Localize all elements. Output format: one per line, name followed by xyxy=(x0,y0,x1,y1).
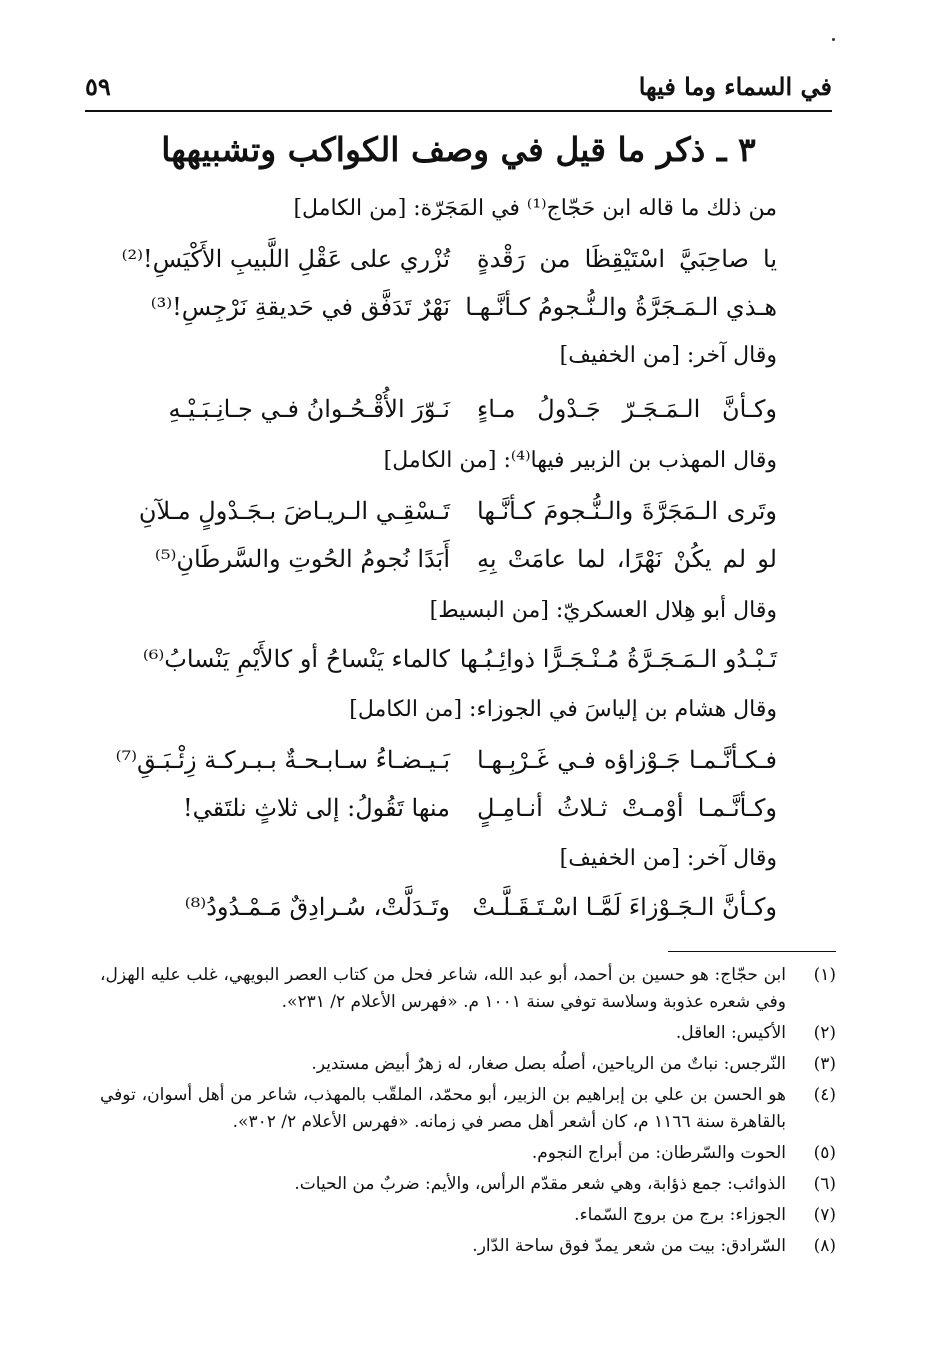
verse-first-hemistich: وكـأنَّ الـمَـجَـرّ جَـدْولُ مـاءٍ xyxy=(477,395,777,423)
page-number: ٥٩ xyxy=(85,72,111,101)
footnote-number: (١) xyxy=(813,965,836,985)
prose-line: من ذلك ما قاله ابن حَجّاج⁽¹⁾ في المَجَرّة: [من الكامل] xyxy=(293,196,777,221)
verse-second-hemistich: أَبَدًا نُجومُ الحُوتِ والسَّرطَانِ⁽⁵⁾ xyxy=(154,545,450,573)
footnote-separator xyxy=(668,951,836,952)
running-title: في السماء وما فيها xyxy=(638,72,832,101)
footnote-number: (٦) xyxy=(813,1174,836,1194)
page-header xyxy=(85,68,832,112)
verse-first-hemistich: وكـأنَّـمـا أوْمـتْ ثـلاثُ أنـامِـلٍ xyxy=(477,794,777,822)
verse-second-hemistich: تُزْري على عَقْلِ اللَّبيبِ الأَكْيَسِ!⁽²⁾ xyxy=(121,245,450,273)
footnote-text: الذوائب: جمع ذؤابة، وهي شعر مقدّم الرأس، والأيم: ضربٌ من الحيات. xyxy=(294,1174,786,1194)
footnote xyxy=(100,1140,836,1167)
verse-first-hemistich: يا صاحِبَيَّ اسْتَيْقِظَا من رَقْدةٍ xyxy=(477,245,777,273)
footnote-number: (٣) xyxy=(813,1054,836,1074)
prose-line: وقال آخر: [من الخفيف] xyxy=(559,343,777,368)
verse-second-hemistich: وتَـدَلَّتْ، سُـرادِقٌ مَـمْـدُودُ⁽⁸⁾ xyxy=(184,893,450,921)
verse-second-hemistich: تَـسْقِـي الـريـاضَ بـجَـدْولٍ مـلآنِ xyxy=(138,497,450,525)
footnote xyxy=(100,1233,836,1260)
footnote-number: (٨) xyxy=(813,1236,836,1256)
footnote-number: (٤) xyxy=(813,1085,836,1105)
footnote-number: (٢) xyxy=(813,1023,836,1043)
footnote-number: (٧) xyxy=(813,1205,836,1225)
footnote-text: الحوت والسّرطان: من أبراج النجوم. xyxy=(531,1143,786,1163)
verse-first-hemistich: تَـبْـدُو الـمَـجَـرَّةُ مُـنْـجَـرًّا ذوائِـبُـها xyxy=(459,645,777,673)
verse-first-hemistich: فـكـأنَّـمـا جَـوْزاؤه فـي غَـرْبِـهـا xyxy=(477,746,777,774)
speck xyxy=(832,38,835,41)
footnote-number: (٥) xyxy=(813,1143,836,1163)
header-rule xyxy=(85,110,832,112)
section-heading: ٣ ـ ذكر ما قيل في وصف الكواكب وتشبيهها xyxy=(161,130,756,169)
verse-second-hemistich: بَـيـضـاءُ سـابـحـةٌ بـبـركـة زِئْـبَـقِ⁽⁷⁾ xyxy=(115,746,450,774)
verse-first-hemistich: لو لم يكُنْ نَهْرًا، لما عامَتْ بِهِ xyxy=(477,545,777,573)
footnote xyxy=(100,962,836,1016)
footnote xyxy=(100,1202,836,1229)
footnotes xyxy=(100,962,836,1264)
footnote xyxy=(100,1171,836,1198)
footnote-text: هو الحسن بن علي بن إبراهيم بن الزبير، أبو محمّد، الملقّب بالمهذب، شاعر من أهل أسوان، توفي بالقاهرة سنة ١١٦٦ م، كان أشعر أهل مصر في زمانه. «فهرس الأعلام ٢/ ٣٠٢». xyxy=(100,1085,786,1132)
prose-line: وقال هشام بن إلياسَ في الجوزاء: [من الكامل] xyxy=(349,697,777,722)
footnote-text: الجوزاء: برج من بروج السّماء. xyxy=(574,1205,786,1225)
verse-second-hemistich: منها تَقُولُ: إلى ثلاثٍ نلتَقي! xyxy=(183,794,450,822)
verse-second-hemistich: نَـوّرَ الأُقْـحُـوانُ فـي جـانِـبَـيْـهِ xyxy=(168,395,450,423)
footnote xyxy=(100,1082,836,1136)
footnote-text: السّرادق: بيت من شعر يمدّ فوق ساحة الدّار. xyxy=(472,1236,786,1256)
verse-second-hemistich: نَهْرٌ تَدَفَّق في حَديقةِ نَرْجِسِ!⁽³⁾ xyxy=(150,293,450,321)
footnote xyxy=(100,1051,836,1078)
footnote xyxy=(100,1020,836,1047)
prose-line: وقال المهذب بن الزبير فيها⁽⁴⁾: [من الكامل] xyxy=(383,448,777,473)
verse-first-hemistich: هـذي الـمَـجَرَّةُ والـنُّـجومُ كـأنَّـهـا xyxy=(465,293,777,321)
prose-line: وقال آخر: [من الخفيف] xyxy=(559,846,777,871)
footnote-text: ابن حجّاج: هو حسين بن أحمد، أبو عبد الله، شاعر فحل من كتاب العصر البويهي، غلب عليه الهزل، وفي شعره عذوبة وسلاسة توفي سنة ١٠٠١ م. «فهرس الأعلام ٢/ ٢٣١». xyxy=(100,965,786,1012)
footnote-text: النّرجس: نباتٌ من الرياحين، أصلُه بصل صغار، له زهرٌ أبيض مستدير. xyxy=(311,1054,786,1074)
footnote-text: الأكيس: العاقل. xyxy=(675,1023,786,1043)
prose-line: وقال أبو هِلال العسكريّ: [من البسيط] xyxy=(429,598,777,623)
verse-first-hemistich: وكـأنَّ الـجَـوْزاءَ لَمَّـا اسْـتَـقَـلَّـتْ xyxy=(472,893,777,921)
verse-first-hemistich: وتَرى الـمَجَرَّةَ والـنُّـجومَ كـأنَّـها xyxy=(477,497,777,525)
verse-second-hemistich: كالماء يَنْساحُ أو كالأَيْمِ يَنْسابُ⁽⁶⁾ xyxy=(142,645,450,673)
